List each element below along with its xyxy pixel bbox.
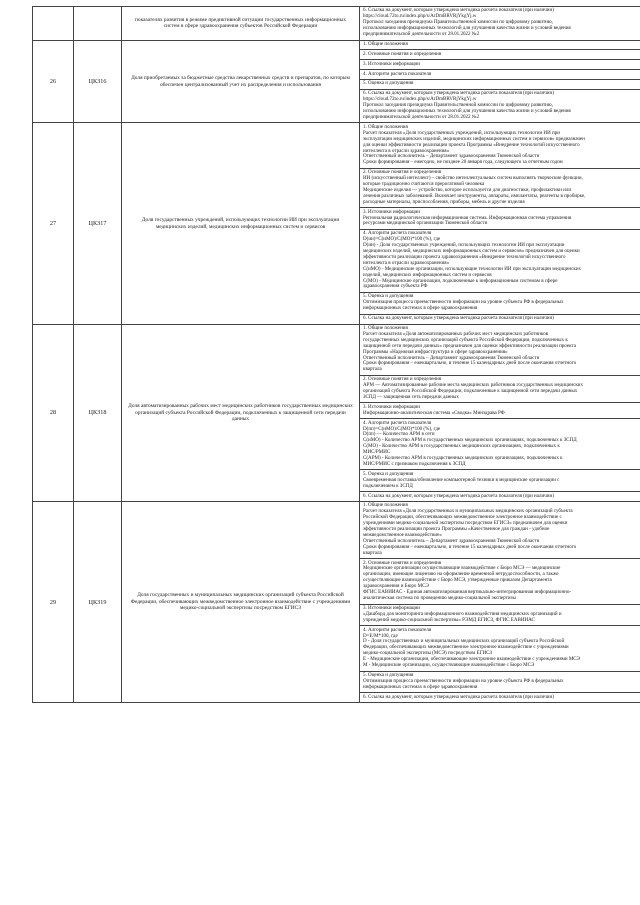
section-title: 4. Алгоритм расчета показателя [363, 70, 432, 77]
section-line: организаций субъекта Российской Федерации, подключенные к защищенной сети передачи данных [363, 388, 578, 395]
section-line: информационных системах в сфере здравоохранения [363, 305, 478, 312]
section-line: C(иМО) - Количество АРМ в государственных медицинских организациях, подключенных к ЗСПД [363, 437, 577, 444]
section-body [363, 14, 640, 38]
section-body [363, 411, 640, 417]
section-line: Медицинские организации осуществляющие взаимодействие с Бюро МСЭ — медицинские [363, 565, 561, 572]
methodology-section [360, 50, 640, 60]
section-title: 2. Основные понятия и определения [363, 559, 442, 566]
section-title: 3. Источники информации [363, 208, 420, 215]
section-line: D(пп) — Количество АРМ в сети [363, 431, 435, 438]
section-line: изделий, медицинских информационных систем и сервисов [363, 271, 492, 278]
methodology-section [360, 403, 640, 419]
methodology-section [360, 315, 640, 324]
section-line: ЗСПД — защищенная сеть передачи данных [363, 393, 459, 400]
indicator-methodology-table [32, 6, 640, 703]
section-line: защищенной сети передачи данных» предназначен для оценки эффективности реализации проекта [363, 342, 577, 349]
methodology-section [360, 90, 640, 123]
section-line: Ответственный исполнитель – Департамент здравоохранения Тюменской области [363, 153, 540, 160]
methodology-section [360, 41, 640, 51]
section-line: Расчет показателя «Доля автоматизированных рабочих мест медицинских работников [363, 330, 548, 337]
section-line: Сроки формирования – ежегодно, не позднее 20 января года, следующего за отчетным годом [363, 159, 563, 166]
methodology-sections [360, 324, 640, 501]
section-line: интеллекта в отрасли здравоохранения» [363, 259, 450, 266]
section-line: эффективности реализации проекта здравоохранения «Внедрение технологий искусственного [363, 253, 566, 260]
section-title: 1. Общие положения [363, 123, 408, 130]
methodology-section [360, 502, 640, 559]
section-title: 6. Ссылка на документ, которым утверждена методика расчета показателя (при наличии) [363, 90, 554, 97]
section-line: C(АРМ) - Количество АРМ в государственных медицинских организациях, подключенных к [363, 455, 563, 462]
section-line: предпринимательской деятельности от 28.01.2022 №2 [363, 31, 480, 38]
section-line: ФГИС ЕАВИИАС - Единая автоматизированная вертикально-интегрированная информационно- [363, 589, 572, 596]
section-body [363, 383, 640, 401]
section-line: использованию информационных технологий для улучшения качества жизни и условий ведения [363, 25, 571, 32]
methodology-section [360, 376, 640, 404]
section-line: здравоохранения субъекта РФ [363, 283, 428, 290]
indicator-code: ЦКЗ17 [74, 123, 122, 324]
section-line: D(ии) - Доля государственных учреждений, использующих технологии ИИ при эксплуатации [363, 242, 565, 249]
indicator-name: Доля приобретаемых за бюджетные средства лекарственных средств и препаратов, по которым обеспечен централизованный учет их распределения и использования [122, 40, 360, 123]
section-body [363, 566, 640, 601]
section-line: https://cloud.72to.ru/index.php/s/ArDmBRVRjYkgYj.w [363, 13, 477, 20]
section-line: Российской Федерации, обеспечивающих межведомственное электронное взаимодействие с [363, 514, 562, 521]
table-row [33, 502, 640, 703]
section-body [363, 97, 640, 121]
section-line: Оптимизация процесса преемственности информации на уровне субъекта РФ в федеральных [363, 677, 564, 684]
section-line: Ответственный исполнитель – Департамент здравоохранения Тюменской области [363, 354, 540, 361]
section-body [363, 237, 640, 290]
methodology-section [360, 470, 640, 492]
section-line: Сроки формирования – ежеквартально, в течение 15 календарных дней после окончания отчетного [363, 360, 577, 367]
section-title: 5. Оценка и допущения [363, 470, 414, 477]
section-line: D(пп)=C(иМО)/C(МО)*100 (%), где [363, 425, 441, 432]
row-number: 28 [33, 324, 74, 501]
methodology-section [360, 492, 640, 501]
indicator-code: ЦКЗ18 [74, 324, 122, 501]
section-body [363, 131, 640, 166]
section-body [363, 634, 640, 669]
section-line: Расчет показателя «Доля государственных учреждений, использующих технологии ИИ при [363, 129, 560, 136]
section-line: информационных системах в сфере здравоохранения [363, 683, 478, 690]
section-line: Расчет показателя «Доля государственных и муниципальных медицинских организаций субъекта [363, 508, 573, 515]
section-line: межведомственное взаимодействие» [363, 531, 442, 538]
section-title: 2. Основные понятия и определения [363, 376, 442, 383]
section-line: C(МО) - Медицинские организации, подключенные к информационным системам в сфере [363, 277, 558, 284]
methodology-section [360, 80, 640, 90]
methodology-sections [360, 40, 640, 123]
section-title: 4. Алгоритм расчета показателя [363, 419, 432, 426]
section-line: C(иМО) - Медицинские организации, использующие технологии ИИ при эксплуатации медицинских [363, 265, 582, 272]
methodology-sections [360, 502, 640, 703]
section-line: для оценки эффективности реализации проекта Программы «Внедрение технологий искусственного [363, 141, 580, 148]
section-line: Ответственный исполнитель – Департамент здравоохранения Тюменской области [363, 537, 540, 544]
table-row [33, 40, 640, 123]
section-line: эффективности реализации проекта Программы «Качественное для граждан - удобное [363, 526, 550, 533]
section-title: 3. Источники информации [363, 60, 420, 67]
section-line: D=E/M*100, где [363, 632, 398, 639]
row-number: 29 [33, 502, 74, 703]
section-line: C(МО) - Количество АРМ в государственных медицинских организациях, подключенных к [363, 443, 560, 450]
methodology-section [360, 626, 640, 671]
section-title: 3. Источники информации [363, 604, 420, 611]
methodology-sections [360, 7, 640, 41]
section-body [363, 478, 640, 490]
section-line: предпринимательской деятельности от 28.01.2022 №2 [363, 113, 480, 120]
table-row [33, 7, 640, 41]
section-line: квартала [363, 366, 382, 373]
section-line: использованию информационных технологий для улучшения качества жизни и условий ведения [363, 108, 571, 115]
section-line: АРМ — Автоматизированные рабочие места медицинских работников государственных медицинских [363, 382, 584, 389]
indicator-name: Доля автоматизированных рабочих мест медицинских работников государственных медицинских организаций субъекта Российской Федерации, подключенных к защищенной сети передачи данных [122, 324, 360, 501]
methodology-section [360, 672, 640, 694]
methodology-section [360, 325, 640, 376]
indicator-name: Доля государственных и муниципальных медицинских организаций субъекта Российской Федерации, обеспечивающих межведомственное электронное взаимодействие с учреждениями медико-социальной экспертизы посредством ЕГИСЗ [122, 502, 360, 703]
section-line: Федерации, обеспечивающих межведомственное электронное взаимодействие с учреждениями [363, 644, 569, 651]
section-line: государственных медицинских организаций субъекта Российской Федерации, подключенных к [363, 336, 568, 343]
table-row [33, 324, 640, 501]
section-title: 1. Общие положения [363, 324, 408, 331]
section-line: аналитическая система по проведению медико-социальной экспертизы [363, 595, 516, 602]
section-line: M - Медицинские организации, осуществляющие взаимодействие с Бюро МСЭ [363, 662, 535, 669]
section-line: учреждений медико-социальной экспертизы» РЭМД ЕГИСЗ, ФГИС ЕАВИИАС [363, 616, 535, 623]
methodology-section [360, 70, 640, 80]
section-title: 1. Общие положения [363, 502, 408, 509]
section-line: лечения различных заболеваний. Включает инструменты, аппараты, имплантаты, реагенты в пробирке, [363, 192, 586, 199]
methodology-section [360, 693, 640, 702]
methodology-section [360, 208, 640, 230]
section-line: Своевременная поставка/обновление компьютерной техники в медицинские организации с [363, 476, 560, 483]
section-body [363, 612, 640, 624]
section-line: Информационно-аналитическая система «Сводка» Минздрава РФ [363, 409, 505, 416]
row-number [33, 7, 74, 41]
row-number: 27 [33, 123, 74, 324]
section-line: ИИ (искусственный интеллект) – свойство интеллектуальных систем выполнять творческие функции, [363, 175, 583, 182]
indicator-code [74, 7, 122, 41]
section-title: 6. Ссылка на документ, которым утверждена методика расчета показателя (при наличии) [363, 693, 554, 700]
section-line: E - Медицинские организации, обеспечивающие электронное взаимодействие с учреждениями МСЭ [363, 656, 581, 663]
section-line: D(ии)=C(иМО)/C(МО)*100 (%), где [363, 236, 441, 243]
section-line: МИС/РМИС с признаком подключения к ЗСПД [363, 460, 466, 467]
section-title: 4. Алгоритм расчета показателя [363, 626, 432, 633]
section-title: 6. Ссылка на документ, которым утверждена методика расчета показателя (при наличии) [363, 7, 554, 14]
section-line: Оптимизация процесса преемственности информации на уровне субъекта РФ в федеральных [363, 299, 564, 306]
section-line: эксплуатации медицинских изделий, медицинских информационных систем и сервисов» предназначен [363, 135, 585, 142]
section-line: организации, имеющие лицензию на оформление временной нетрудоспособности, а также [363, 571, 559, 578]
methodology-section [360, 169, 640, 208]
indicator-code: ЦКЗ16 [74, 40, 122, 123]
section-line: учреждениями медико-социальной экспертизы посредством ЕГИСЗ» предназначен для оценки [363, 520, 568, 527]
section-line: ресурсами медицинской организации Тюменской области [363, 220, 488, 227]
methodology-section [360, 60, 640, 70]
section-line: https://cloud.72to.ru/index.php/s/ArDmBRVRjYkgYj.w [363, 96, 477, 103]
section-body [363, 679, 640, 691]
section-line: «Дашборд для мониторинга информационного взаимодействия медицинских организаций и [363, 610, 562, 617]
section-line: расходные материалы, приспособления, приборы, мебель и другие изделия [363, 198, 525, 205]
section-line: Региональная радиологическая информационная система. Информационная система управления [363, 214, 572, 221]
section-body [363, 509, 640, 556]
methodology-section [360, 123, 640, 168]
methodology-section [360, 419, 640, 470]
methodology-section [360, 7, 640, 40]
section-title: 5. Оценка и допущения [363, 80, 414, 87]
section-body [363, 427, 640, 468]
methodology-sections [360, 123, 640, 324]
section-title: 6. Ссылка на документ, которым утверждена методика расчета показателя (при наличии) [363, 315, 554, 322]
section-line: Протокол заседания президиума Правительственной комиссии по цифровому развитию, [363, 19, 553, 26]
section-line: Программы «Надежная инфраструктура и сфере здравоохранения» [363, 348, 508, 355]
section-line: медико-социальной экспертизы (МСЭ) посредством ЕГИСЗ [363, 650, 493, 657]
indicator-code: ЦКЗ19 [74, 502, 122, 703]
section-line: осуществляющие взаимодействие с Бюро МСЭ, утвержденные приказом Департамента [363, 577, 552, 584]
section-line: медицинских изделий, медицинских информационных систем и сервисов» предназначен для оценки [363, 248, 580, 255]
section-line: подключением к ЗСПД [363, 482, 413, 489]
section-title: 5. Оценка и допущения [363, 293, 414, 300]
section-title: 5. Оценка и допущения [363, 671, 414, 678]
section-line: D - Доля государственных и муниципальных медицинских организаций субъекта Российской [363, 638, 565, 645]
methodology-section [360, 230, 640, 293]
section-line: интеллекта в отрасли здравоохранения» [363, 147, 450, 154]
section-body [363, 300, 640, 312]
row-number: 26 [33, 40, 74, 123]
section-line: Сроки формирования – ежеквартально, в течение 15 календарных дней после окончания отчетного [363, 543, 577, 550]
section-title: 4. Алгоритм расчета показателя [363, 230, 432, 237]
section-title: 3. Источники информации [363, 403, 420, 410]
section-body [363, 332, 640, 373]
section-title: 2. Основные понятия и определения [363, 50, 442, 57]
methodology-section [360, 559, 640, 604]
section-line: здравоохранения и Бюро МСЭ [363, 583, 429, 590]
section-line: МИС/РМИС [363, 449, 391, 456]
methodology-section [360, 605, 640, 627]
indicator-name: показателях развития в режиме предиктивной ситуации государственных информационных систем в сфере здравоохранения субъектов Российской Федерации [122, 7, 360, 41]
section-line: квартала [363, 549, 382, 556]
section-line: Медицинские изделия — устройство, которое используется для диагностики, профилактики или [363, 186, 572, 193]
section-body [363, 176, 640, 206]
section-line: которые традиционно считаются прерогативой человека [363, 181, 485, 188]
section-title: 1. Общие положения [363, 40, 408, 47]
section-title: 6. Ссылка на документ, которым утверждена методика расчета показателя (при наличии) [363, 492, 554, 499]
section-line: Протокол заседания президиума Правительственной комиссии по цифровому развитию, [363, 102, 553, 109]
table-row [33, 123, 640, 324]
indicator-name: Доля государственных учреждений, использующих технологии ИИ при эксплуатации медицинских изделий, медицинских информационных систем и сервисов [122, 123, 360, 324]
section-title: 2. Основные понятия и определения [363, 169, 442, 176]
section-body [363, 216, 640, 228]
methodology-section [360, 293, 640, 315]
